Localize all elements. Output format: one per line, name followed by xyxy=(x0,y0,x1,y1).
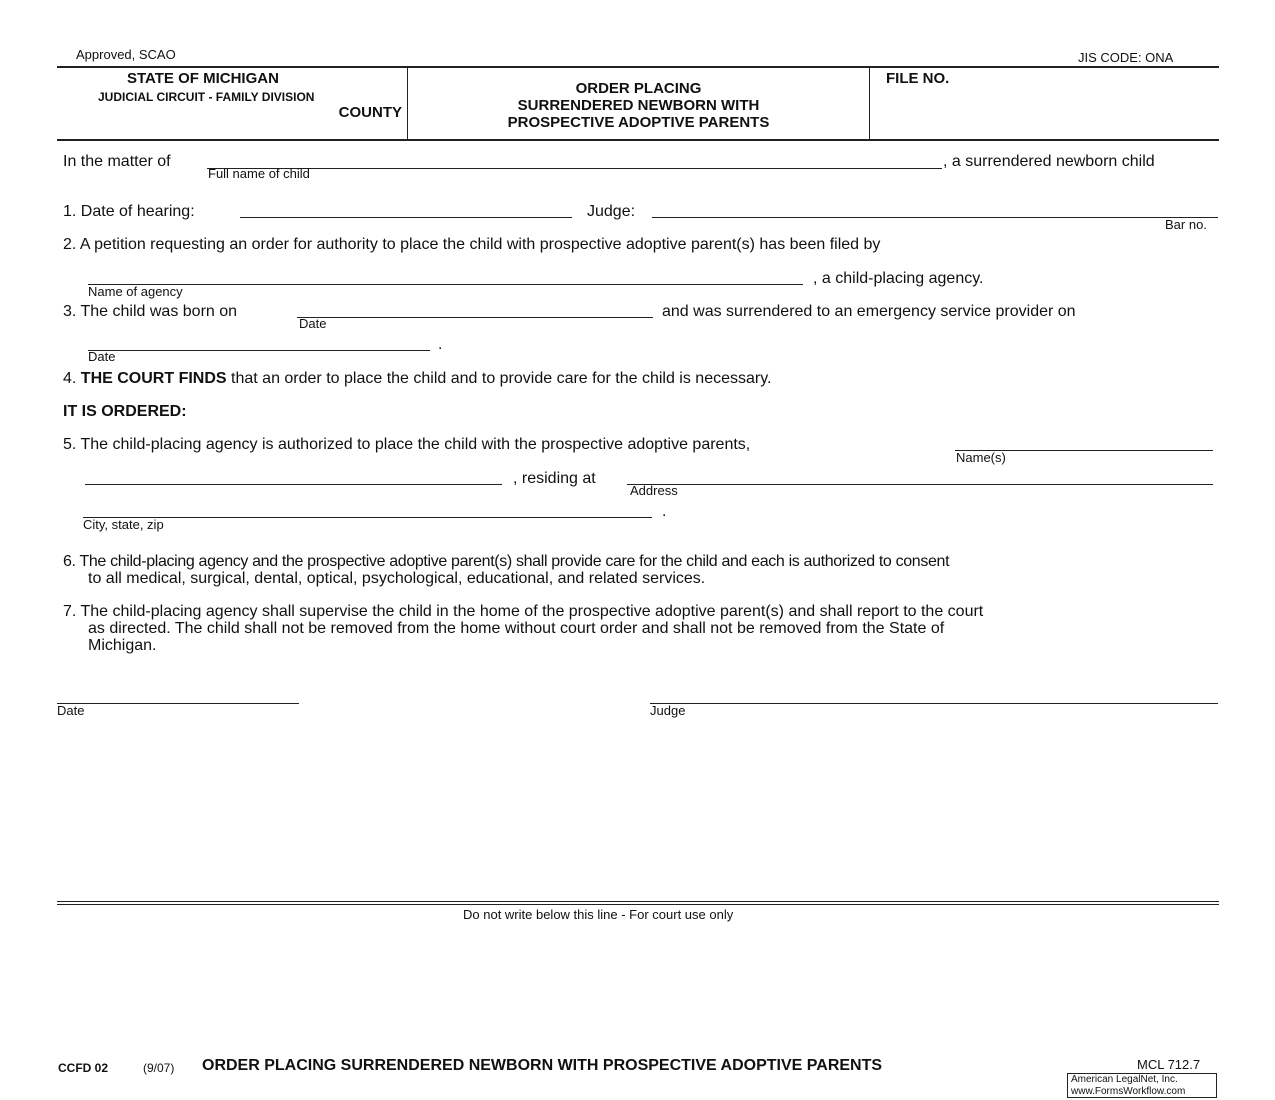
matter-suffix: , a surrendered newborn child xyxy=(943,153,1155,170)
signature-date-caption: Date xyxy=(57,703,85,718)
item-7-line: 7. The child-placing agency shall supervise the child in the home of the prospective adoptive parent(s) and shall report to the court xyxy=(63,603,984,620)
item-4-num: 4. xyxy=(63,370,77,387)
ordered-heading: IT IS ORDERED: xyxy=(63,403,187,420)
surrender-date-caption: Date xyxy=(88,349,116,364)
item-6-line: to all medical, surgical, dental, optical, psychological, educational, and related services. xyxy=(88,570,706,587)
parents-names-field[interactable] xyxy=(955,432,1213,451)
judge-field[interactable] xyxy=(652,199,1218,218)
names-caption: Name(s) xyxy=(956,450,1006,465)
file-no-field[interactable] xyxy=(880,90,1210,130)
vendor-name: American LegalNet, Inc. xyxy=(1071,1074,1178,1085)
item-6-line: 6. The child-placing agency and the prospective adoptive parent(s) shall provide care for the child and each is authorized to consent xyxy=(63,553,950,570)
header-divider xyxy=(869,67,870,139)
period: . xyxy=(438,336,443,353)
item-7 xyxy=(63,603,983,654)
bar-no-caption: Bar no. xyxy=(1165,217,1207,232)
address-field[interactable] xyxy=(627,466,1213,485)
agency-caption: Name of agency xyxy=(88,284,183,299)
judge-signature-field[interactable] xyxy=(650,685,1218,704)
item-5-text: 5. The child-placing agency is authorized to place the child with the prospective adoptive parents, xyxy=(63,436,751,453)
form-date: (9/07) xyxy=(143,1061,175,1075)
court-use-rule xyxy=(57,901,1219,902)
city-caption: City, state, zip xyxy=(83,517,164,532)
header-bottom-rule xyxy=(57,139,1219,141)
header-top-rule xyxy=(57,66,1219,68)
circuit-label: JUDICIAL CIRCUIT - FAMILY DIVISION xyxy=(98,90,315,104)
item-4-bold: THE COURT FINDS xyxy=(80,370,227,387)
address-caption: Address xyxy=(630,483,678,498)
signature-date-field[interactable] xyxy=(57,685,299,704)
judge-signature-caption: Judge xyxy=(650,703,686,718)
surrender-date-field[interactable] xyxy=(88,332,430,351)
vendor-box xyxy=(1067,1073,1217,1098)
approved-label: Approved, SCAO xyxy=(76,47,176,62)
title-line: SURRENDERED NEWBORN WITH xyxy=(517,97,760,114)
court-use-rule xyxy=(57,904,1219,905)
item-3-prefix: 3. The child was born on xyxy=(63,303,238,320)
title-line: ORDER PLACING xyxy=(575,80,702,97)
agency-name-field[interactable] xyxy=(88,266,803,285)
item-7-line: Michigan. xyxy=(88,637,157,654)
item-7-line: as directed. The child shall not be removed from the home without court order and shall not be removed from the State of xyxy=(88,620,945,637)
state-name: STATE OF MICHIGAN xyxy=(127,70,279,87)
judge-label: Judge: xyxy=(587,203,636,220)
file-no-label: FILE NO. xyxy=(886,70,950,87)
hearing-date-field[interactable] xyxy=(240,199,572,218)
form-code: CCFD 02 xyxy=(58,1061,109,1075)
hearing-date-label: 1. Date of hearing: xyxy=(63,203,195,220)
period: . xyxy=(662,503,667,520)
residing-label: , residing at xyxy=(513,470,596,487)
birth-date-caption: Date xyxy=(299,316,327,331)
jis-code: JIS CODE: ONA xyxy=(1078,50,1174,65)
item-2-text: 2. A petition requesting an order for authority to place the child with prospective adoptive parent(s) has been filed by xyxy=(63,236,881,253)
title-line: PROSPECTIVE ADOPTIVE PARENTS xyxy=(507,114,770,131)
county-label: COUNTY xyxy=(338,104,402,121)
matter-prefix: In the matter of xyxy=(63,153,171,170)
city-state-zip-field[interactable] xyxy=(83,499,652,518)
vendor-url: www.FormsWorkflow.com xyxy=(1071,1086,1186,1097)
form-title xyxy=(408,80,869,131)
item-3-mid: and was surrendered to an emergency service provider on xyxy=(662,303,1076,320)
item-4-text: that an order to place the child and to provide care for the child is necessary. xyxy=(231,370,772,387)
court-use-notice: Do not write below this line - For court use only xyxy=(463,907,734,922)
agency-suffix: , a child-placing agency. xyxy=(813,270,984,287)
item-6 xyxy=(63,553,949,587)
birth-date-field[interactable] xyxy=(297,299,653,318)
child-name-caption: Full name of child xyxy=(208,166,310,181)
mcl-reference: MCL 712.7 xyxy=(1137,1057,1201,1072)
item-4 xyxy=(63,370,771,388)
parents-names-continued-field[interactable] xyxy=(85,466,502,485)
child-name-field[interactable] xyxy=(207,150,942,169)
footer-form-title: ORDER PLACING SURRENDERED NEWBORN WITH PROSPECTIVE ADOPTIVE PARENTS xyxy=(202,1057,883,1074)
